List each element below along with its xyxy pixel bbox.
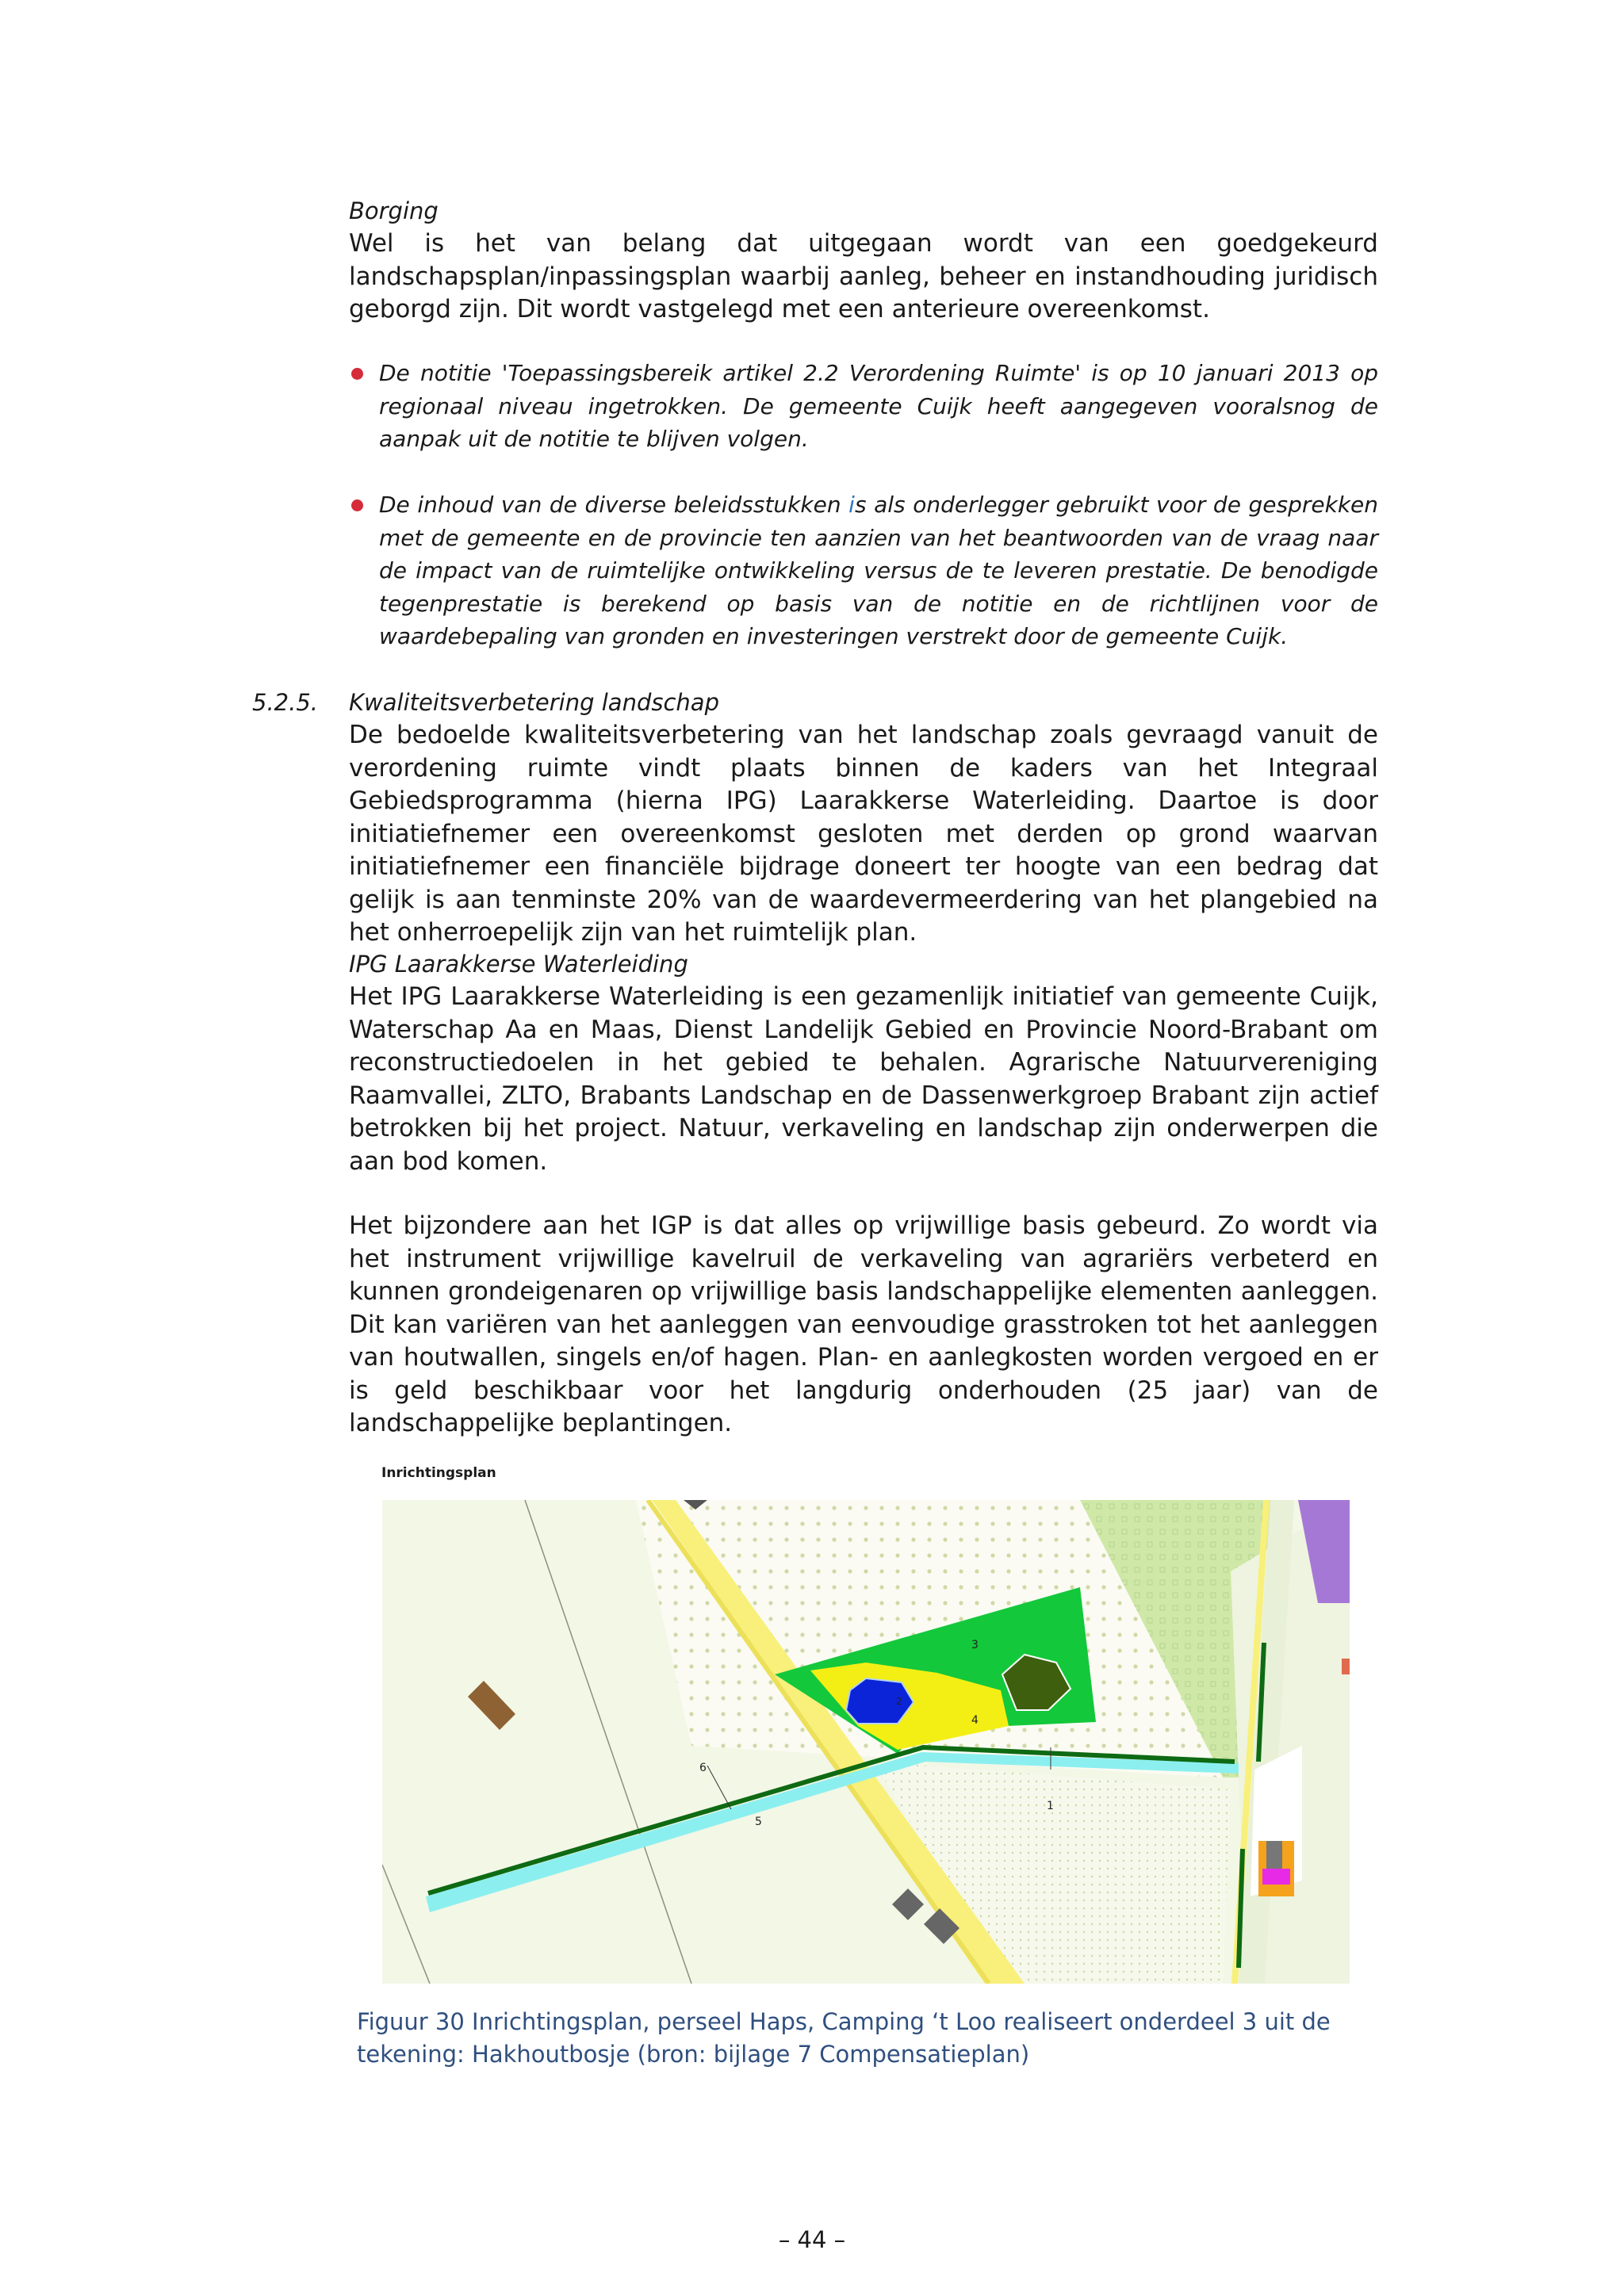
borging-text: Wel is het van belang dat uitgegaan wordt van een goedgekeurd landschapsplan/inpassingsplan waarbij aanleg, beheer en instandhouding juridisch geborgd zijn. Dit wordt vastgelegd met een anterieure overeenkomst.	[349, 229, 1378, 323]
ipg-heading: IPG Laarakkerse Waterleiding	[349, 951, 688, 978]
map-label-5: 5	[755, 1816, 762, 1828]
page-number: – 44 –	[778, 2226, 846, 2253]
bullet-text-2-post: s als onderlegger gebruikt voor de gesprekken met de gemeente en de provincie ten aanzien van het beantwoorden van de vraag naar de impact van de ruimtelijke ontwikkeling versus de te leveren prestatie. De benodigde tegenprestatie is berekend op basis van de notitie en de richtlijnen voor de waardebepaling van gronden en investeringen verstrekt door de gemeente Cuijk.	[379, 492, 1379, 649]
figure-title: Inrichtingsplan	[381, 1465, 496, 1481]
section-block	[349, 687, 1378, 950]
ipg-block	[349, 948, 1378, 1441]
borging-heading: Borging	[349, 197, 439, 224]
inrichtingsplan-map	[382, 1500, 1350, 1984]
pond	[846, 1678, 914, 1724]
camping-marker	[1262, 1869, 1290, 1885]
map-label-3: 3	[971, 1639, 979, 1651]
map-label-6: 6	[699, 1762, 707, 1774]
map-label-2: 2	[896, 1696, 902, 1707]
bullet-dot-icon	[351, 499, 363, 511]
section-title: Kwaliteitsverbetering landschap	[349, 689, 719, 716]
map-label-4: 4	[971, 1714, 979, 1727]
ipg-paragraph-2: Het bijzondere aan het IGP is dat alles op vrijwillige basis gebeurd. Zo wordt via het instrument vrijwillige kavelruil de verkaveling van agrariërs verbeterd en kunnen grondeigenaren op vrijwillige basis landschappelijke elementen aanleggen. Dit kan variëren van het aanleggen van eenvoudige grasstroken tot het aanleggen van houtwallen, singels en/of hagen. Plan- en aanlegkosten worden vergoed en er is geld beschikbaar voor het langdurig onderhouden (25 jaar) van de landschappelijke beplantingen.	[349, 1211, 1378, 1437]
camping-structure	[1266, 1841, 1282, 1869]
bullet-dot-icon	[351, 368, 363, 380]
section-number: 5.2.5.	[252, 689, 319, 716]
section-text: De bedoelde kwaliteitsverbetering van het landschap zoals gevraagd vanuit de verordening ruimte vindt plaats binnen de kaders van het Integraal Gebiedsprogramma (hierna IPG) Laarakkerse Waterleiding. Daartoe is door initiatiefnemer een overeenkomst gesloten met derden op grond waarvan initiatiefnemer een financiële bijdrage doneert ter hoogte van een bedrag dat gelijk is aan tenminste 20% van de waardevermeerdering van het plangebied na het onherroepelijk zijn van het ruimtelijk plan.	[349, 721, 1378, 947]
bullet-item-1	[349, 357, 1378, 456]
bullet-text-1: De notitie 'Toepassingsbereik artikel 2.2 Verordening Ruimte' is op 10 januari 2013 op regionaal niveau ingetrokken. De gemeente Cuijk heeft aangegeven vooralsnog de aanpak uit de notitie te blijven volgen.	[379, 360, 1378, 452]
marker-red	[1342, 1659, 1350, 1674]
bullet-text-2-highlight: i	[848, 492, 855, 518]
bullet-text-2	[379, 488, 1378, 653]
ipg-paragraph-1: Het IPG Laarakkerse Waterleiding is een gezamenlijk initiatief van gemeente Cuijk, Waterschap Aa en Maas, Dienst Landelijk Gebied en Provincie Noord-Brabant om reconstructiedoelen in het gebied te behalen. Agrarische Natuurvereniging Raamvallei, ZLTO, Brabants Landschap en de Dassenwerkgroep Brabant zijn actief betrokken bij het project. Natuur, verkaveling en landschap zijn onderwerpen die aan bod komen.	[349, 982, 1378, 1176]
borging-block	[349, 195, 1378, 327]
bullet-item-2	[349, 488, 1378, 653]
figure-caption: Figuur 30 Inrichtingsplan, perseel Haps, Camping ‘t Loo realiseert onderdeel 3 uit de tekening: Hakhoutbosje (bron: bijlage 7 Compensatieplan)	[357, 2008, 1331, 2068]
map-label-1: 1	[1047, 1800, 1054, 1812]
bullet-text-2-pre: De inhoud van de diverse beleidsstukken	[379, 492, 849, 518]
